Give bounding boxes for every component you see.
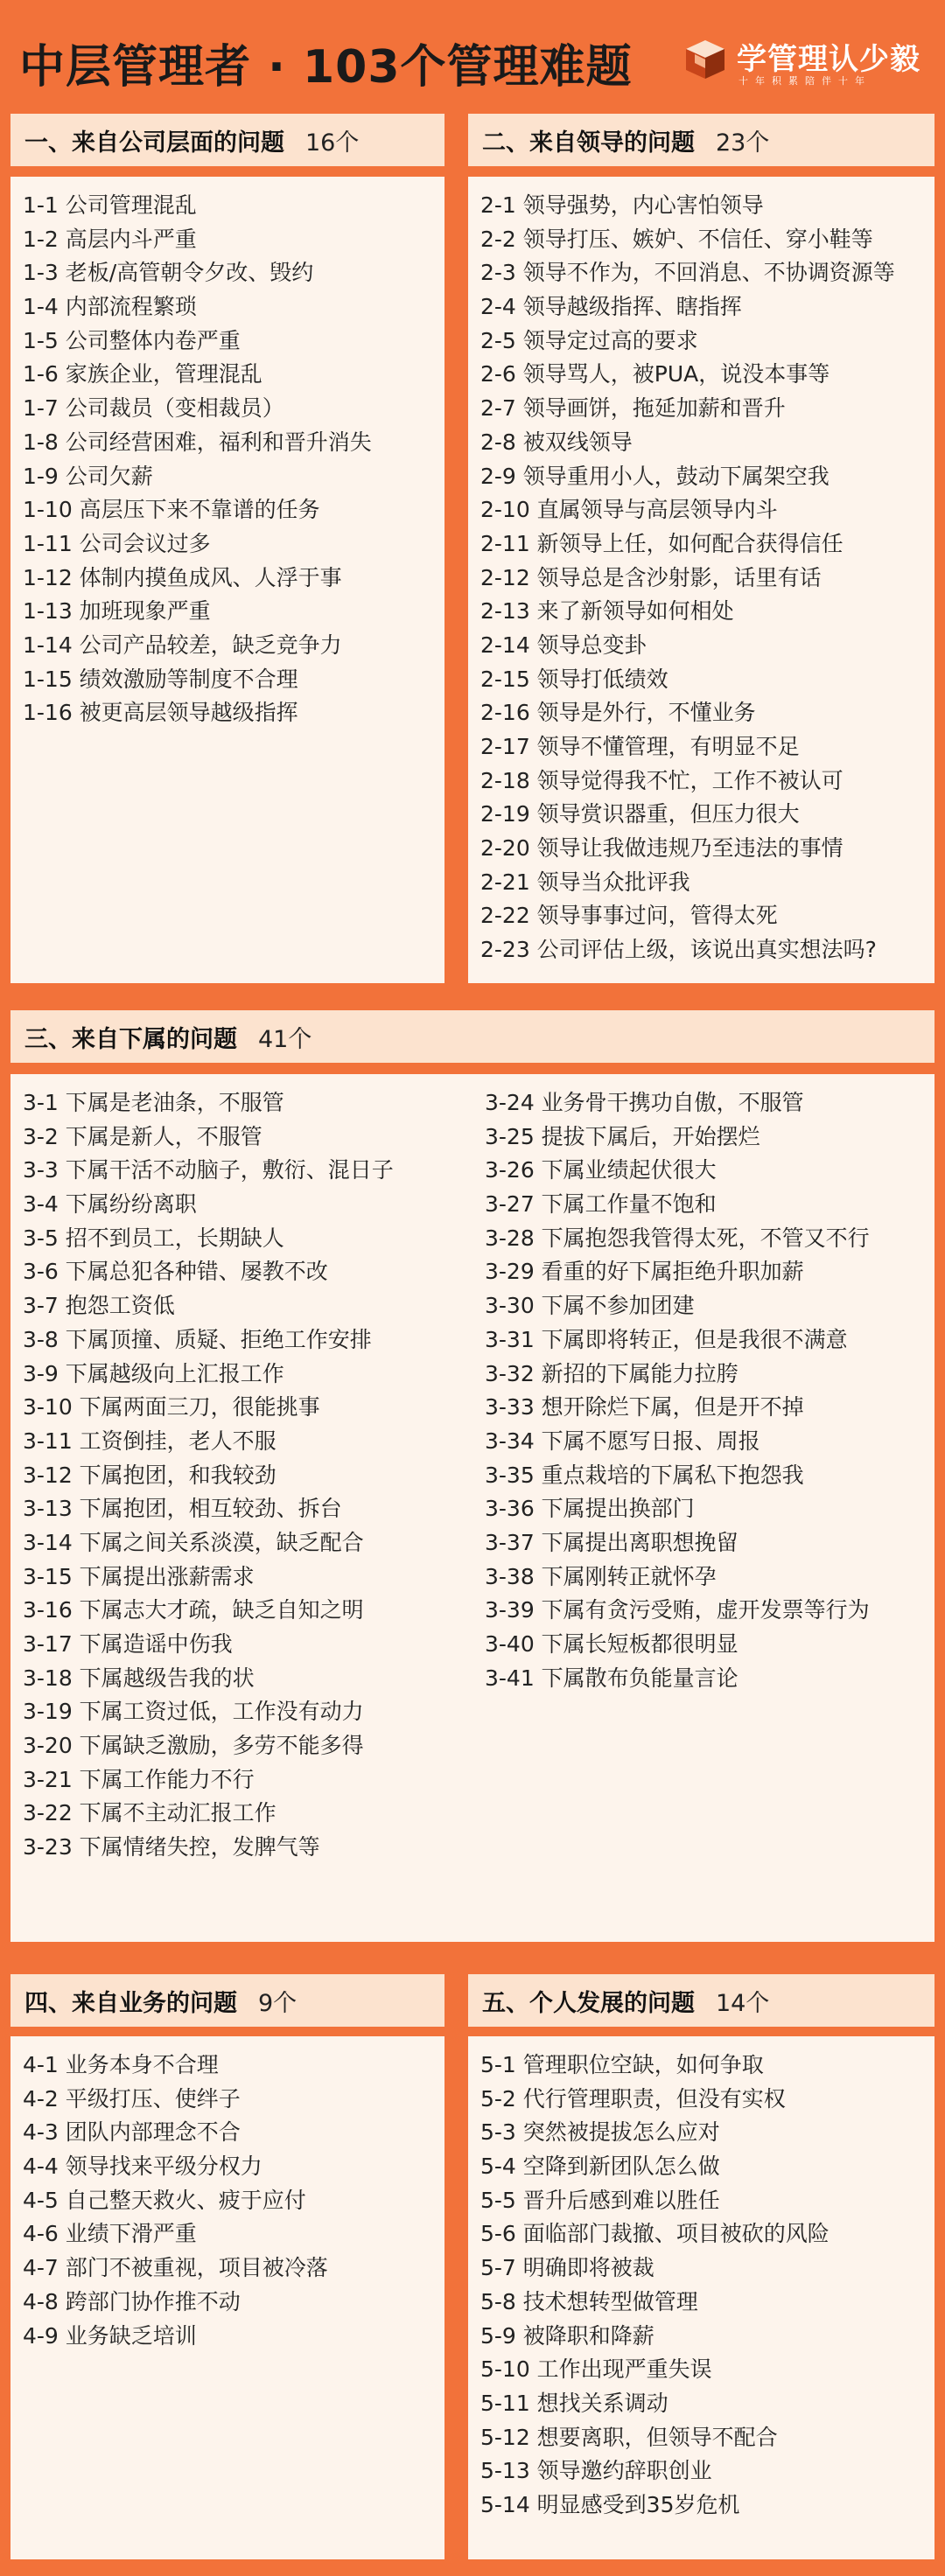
question-item: 3-26 下属业绩起伏很大	[485, 1157, 717, 1183]
section-4-panel	[10, 2036, 444, 2559]
question-item: 2-14 领导总变卦	[480, 632, 647, 658]
question-item: 5-8 技术想转型做管理	[480, 2288, 698, 2314]
question-item: 5-14 明显感受到35岁危机	[480, 2491, 740, 2517]
question-item: 5-3 突然被提拔怎么应对	[480, 2119, 720, 2146]
question-list-left	[23, 1086, 394, 1865]
logo-text: 学管理认少毅	[737, 42, 920, 77]
section-2-panel	[468, 177, 934, 983]
section-3-header	[10, 1010, 934, 1063]
question-item: 2-8 被双线领导	[480, 429, 633, 455]
section-title: 五、个人发展的问题	[482, 1989, 695, 2017]
section-4-header	[10, 1974, 444, 2027]
question-item: 5-1 管理职位空缺，如何争取	[480, 2052, 764, 2077]
question-item: 2-17 领导不懂管理，有明显不足	[480, 734, 800, 759]
question-item: 3-28 下属抱怨我管得太死，不管又不行	[485, 1225, 870, 1251]
section-1-header	[10, 114, 444, 166]
question-item: 3-7 抱怨工资低	[23, 1293, 175, 1319]
question-item: 2-1 领导强势，内心害怕领导	[480, 192, 764, 218]
question-item: 2-20 领导让我做违规乃至违法的事情	[480, 835, 844, 862]
question-item: 2-6 领导骂人，被PUA，说没本事等	[480, 361, 830, 387]
question-item: 1-10 高层压下来不靠谱的任务	[23, 497, 320, 523]
question-item: 1-11 公司会议过多	[23, 530, 211, 556]
question-item: 2-10 直属领导与高层领导内斗	[480, 497, 778, 523]
question-item: 2-7 领导画饼，拖延加薪和晋升	[480, 395, 786, 422]
question-item: 1-8 公司经营困难，福利和晋升消失	[23, 429, 372, 455]
question-item: 2-19 领导赏识器重，但压力很大	[480, 801, 800, 827]
question-item: 1-9 公司欠薪	[23, 463, 153, 489]
question-item: 3-21 下属工作能力不行	[23, 1766, 255, 1792]
question-item: 1-16 被更高层领导越级指挥	[23, 700, 298, 726]
question-item: 5-4 空降到新团队怎么做	[480, 2154, 720, 2180]
section-title: 二、来自领导的问题	[482, 129, 695, 157]
question-item: 3-39 下属有贪污受贿，虚开发票等行为	[485, 1597, 870, 1623]
question-item: 3-9 下属越级向上汇报工作	[23, 1360, 284, 1386]
question-item: 4-2 平级打压、使绊子	[23, 2085, 241, 2112]
question-item: 5-12 想要离职，但领导不配合	[480, 2424, 778, 2450]
question-item: 4-6 业绩下滑严重	[23, 2221, 197, 2247]
question-item: 3-38 下属刚转正就怀孕	[485, 1563, 717, 1589]
question-item: 5-5 晋升后感到难以胜任	[480, 2187, 720, 2213]
question-item: 3-16 下属志大才疏，缺乏自知之明	[23, 1597, 364, 1623]
question-item: 3-18 下属越级告我的状	[23, 1665, 255, 1691]
question-item: 1-5 公司整体内卷严重	[23, 327, 241, 353]
question-item: 3-4 下属纷纷离职	[23, 1191, 197, 1218]
question-list-right	[485, 1086, 870, 1695]
question-item: 5-11 想找关系调动	[480, 2390, 668, 2416]
question-item: 3-24 业务骨干携功自傲，不服管	[485, 1090, 804, 1115]
question-item: 5-6 面临部门裁撤、项目被砍的风险	[480, 2221, 830, 2247]
question-item: 2-21 领导当众批评我	[480, 869, 690, 895]
question-item: 2-3 领导不作为，不回消息、不协调资源等	[480, 260, 895, 286]
question-item: 3-22 下属不主动汇报工作	[23, 1800, 276, 1826]
question-list	[480, 2049, 830, 2523]
question-item: 2-5 领导定过高的要求	[480, 327, 698, 353]
question-item: 2-2 领导打压、嫉妒、不信任、穿小鞋等	[480, 226, 873, 252]
question-item: 3-35 重点栽培的下属私下抱怨我	[485, 1462, 804, 1488]
question-item: 4-7 部门不被重视，项目被冷落	[23, 2255, 328, 2281]
section-count: 14个	[716, 1989, 770, 2017]
question-item: 2-11 新领导上任，如何配合获得信任	[480, 530, 844, 556]
question-item: 3-31 下属即将转正，但是我很不满意	[485, 1326, 848, 1352]
section-count: 9个	[258, 1989, 298, 2017]
question-item: 3-6 下属总犯各种错、屡教不改	[23, 1259, 328, 1285]
question-item: 3-1 下属是老油条，不服管	[23, 1090, 284, 1115]
page-header	[0, 0, 945, 114]
question-item: 1-13 加班现象严重	[23, 598, 211, 625]
question-item: 1-15 绩效激励等制度不合理	[23, 666, 298, 692]
question-item: 2-13 来了新领导如何相处	[480, 598, 734, 625]
question-item: 2-12 领导总是含沙射影，话里有话	[480, 564, 822, 590]
question-item: 3-36 下属提出换部门	[485, 1496, 695, 1522]
question-list	[23, 2049, 328, 2353]
cube-logo-icon	[682, 37, 728, 82]
section-2-header	[468, 114, 934, 166]
question-item: 3-20 下属缺乏激励，多劳不能多得	[23, 1733, 364, 1759]
question-item: 3-10 下属两面三刀，很能挑事	[23, 1394, 320, 1421]
question-item: 3-19 下属工资过低，工作没有动力	[23, 1699, 364, 1725]
section-3-panel	[10, 1074, 934, 1942]
question-item: 2-9 领导重用小人，鼓动下属架空我	[480, 463, 830, 489]
question-item: 3-2 下属是新人，不服管	[23, 1123, 262, 1149]
question-item: 3-13 下属抱团，相互较劲、拆台	[23, 1496, 342, 1522]
section-title: 一、来自公司层面的问题	[24, 129, 284, 157]
question-list	[23, 189, 372, 730]
question-item: 3-29 看重的好下属拒绝升职加薪	[485, 1259, 804, 1285]
question-item: 4-9 业务缺乏培训	[23, 2322, 197, 2349]
question-item: 2-15 领导打低绩效	[480, 666, 668, 692]
question-item: 1-14 公司产品较差，缺乏竞争力	[23, 632, 342, 658]
section-title: 三、来自下属的问题	[24, 1025, 237, 1053]
question-item: 3-37 下属提出离职想挽留	[485, 1529, 738, 1555]
question-item: 5-9 被降职和降薪	[480, 2322, 654, 2349]
question-item: 3-12 下属抱团，和我较劲	[23, 1462, 276, 1488]
question-item: 3-5 招不到员工，长期缺人	[23, 1225, 284, 1251]
question-item: 4-8 跨部门协作推不动	[23, 2288, 241, 2314]
question-item: 5-13 领导邀约辞职创业	[480, 2458, 712, 2484]
question-item: 4-5 自己整天救火、疲于应付	[23, 2187, 306, 2213]
section-count: 41个	[258, 1025, 312, 1053]
question-item: 1-6 家族企业，管理混乱	[23, 361, 262, 387]
question-item: 2-18 领导觉得我不忙，工作不被认可	[480, 767, 844, 793]
section-title: 四、来自业务的问题	[24, 1989, 237, 2017]
brand-logo	[682, 33, 936, 94]
logo-subtitle: 十年积累陪伴十年	[738, 75, 872, 87]
question-item: 2-23 公司评估上级，该说出真实想法吗?	[480, 937, 877, 963]
question-item: 5-7 明确即将被裁	[480, 2255, 654, 2281]
question-item: 1-4 内部流程繁琐	[23, 294, 197, 320]
section-5-header	[468, 1974, 934, 2027]
question-item: 4-3 团队内部理念不合	[23, 2119, 241, 2146]
question-item: 1-7 公司裁员（变相裁员）	[23, 395, 284, 422]
question-item: 3-11 工资倒挂，老人不服	[23, 1428, 276, 1454]
question-item: 1-12 体制内摸鱼成风、人浮于事	[23, 564, 342, 590]
question-item: 3-27 下属工作量不饱和	[485, 1191, 717, 1218]
question-item: 3-8 下属顶撞、质疑、拒绝工作安排	[23, 1326, 372, 1352]
question-item: 2-22 领导事事过问，管得太死	[480, 903, 778, 929]
question-item: 3-25 提拔下属后，开始摆烂	[485, 1123, 760, 1149]
section-count: 16个	[305, 129, 360, 157]
question-item: 3-15 下属提出涨薪需求	[23, 1563, 255, 1589]
section-count: 23个	[716, 129, 770, 157]
question-item: 3-17 下属造谣中伤我	[23, 1631, 233, 1657]
question-item: 3-40 下属长短板都很明显	[485, 1631, 738, 1657]
question-item: 3-34 下属不愿写日报、周报	[485, 1428, 760, 1454]
question-item: 1-1 公司管理混乱	[23, 192, 197, 218]
question-item: 3-33 想开除烂下属，但是开不掉	[485, 1394, 804, 1421]
question-item: 4-4 领导找来平级分权力	[23, 2154, 262, 2180]
question-item: 3-23 下属情绪失控，发脾气等	[23, 1834, 320, 1860]
question-item: 5-10 工作出现严重失误	[480, 2356, 712, 2383]
page-title: 中层管理者 · 103个管理难题	[19, 41, 633, 94]
question-item: 3-14 下属之间关系淡漠，缺乏配合	[23, 1529, 364, 1555]
question-item: 1-2 高层内斗严重	[23, 226, 197, 252]
question-item: 3-32 新招的下属能力拉胯	[485, 1360, 738, 1386]
question-item: 1-3 老板/高管朝令夕改、毁约	[23, 260, 314, 286]
question-item: 3-41 下属散布负能量言论	[485, 1665, 738, 1691]
question-item: 3-30 下属不参加团建	[485, 1293, 695, 1319]
section-1-panel	[10, 177, 444, 983]
question-item: 2-16 领导是外行，不懂业务	[480, 700, 756, 726]
question-item: 2-4 领导越级指挥、瞎指挥	[480, 294, 742, 320]
question-list	[480, 189, 895, 967]
question-item: 3-3 下属干活不动脑子，敷衍、混日子	[23, 1157, 394, 1183]
question-item: 5-2 代行管理职责，但没有实权	[480, 2085, 786, 2112]
question-item: 4-1 业务本身不合理	[23, 2052, 219, 2077]
section-5-panel	[468, 2036, 934, 2559]
